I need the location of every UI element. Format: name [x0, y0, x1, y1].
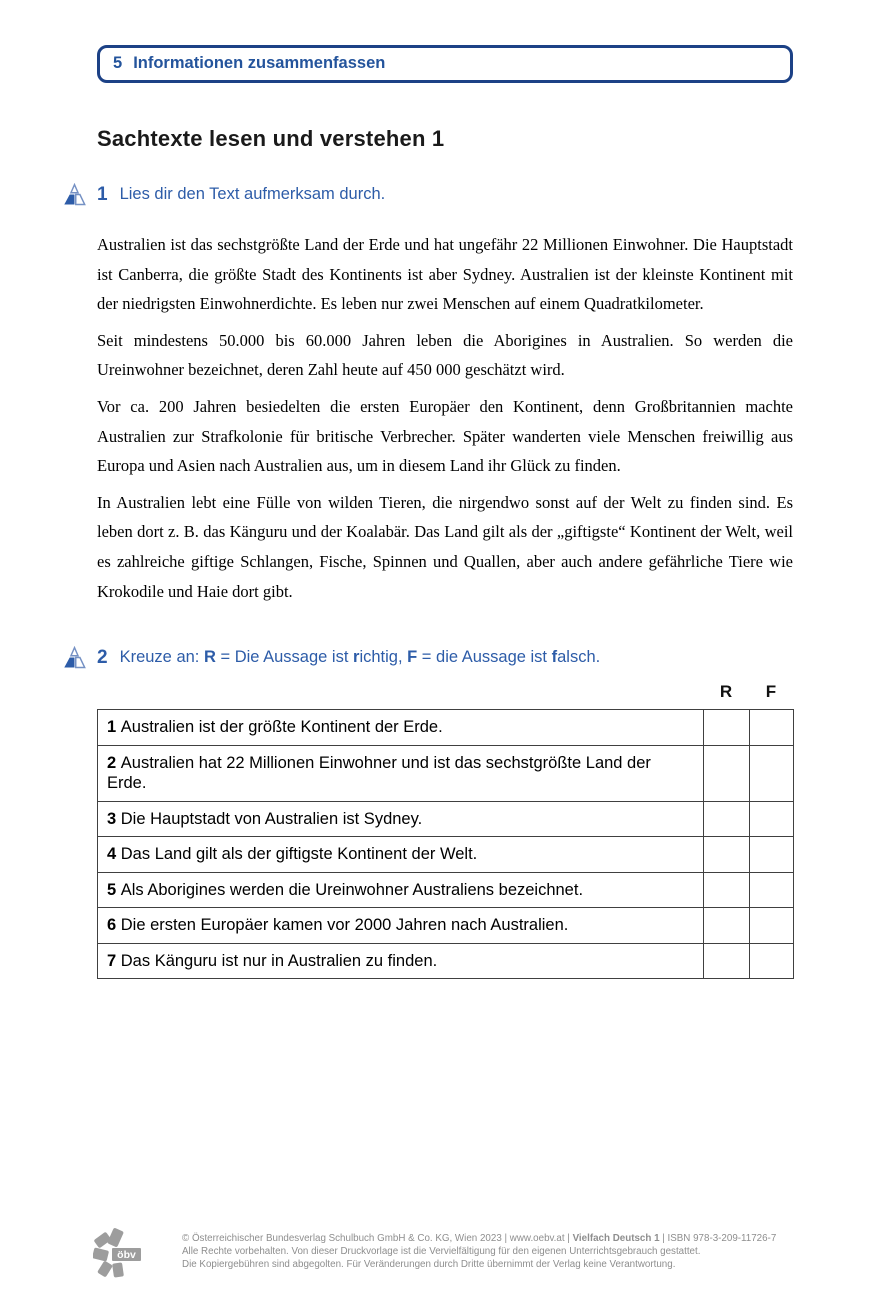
checkbox-f-cell[interactable]	[750, 872, 794, 908]
statement-cell	[98, 710, 704, 746]
difficulty-pyramid-icon	[62, 183, 87, 206]
task-2-number: 2	[97, 646, 108, 668]
checkbox-r-cell[interactable]	[704, 837, 750, 873]
statement-text: Australien ist der größte Kontinent der Erde.	[120, 718, 443, 737]
task-1-instruction: Lies dir den Text aufmerksam durch.	[119, 185, 386, 203]
page-footer	[93, 1232, 776, 1280]
checkbox-f-cell[interactable]	[750, 908, 794, 944]
oebv-logo	[93, 1228, 145, 1280]
checkbox-f-cell[interactable]	[750, 943, 794, 979]
table-row	[98, 908, 794, 944]
statement-number: 3	[107, 809, 121, 828]
chapter-number: 5	[113, 54, 123, 72]
checkbox-r-cell[interactable]	[704, 710, 750, 746]
statement-cell	[98, 908, 704, 944]
statement-cell	[98, 801, 704, 837]
page-title: Sachtexte lesen und verstehen 1	[97, 126, 445, 151]
table-row	[98, 837, 794, 873]
statement-cell	[98, 872, 704, 908]
reading-text	[97, 230, 793, 606]
checkbox-r-cell[interactable]	[704, 745, 750, 801]
statement-text: Als Aborigines werden die Ureinwohner Australiens bezeichnet.	[120, 880, 584, 899]
table-row	[98, 801, 794, 837]
difficulty-pyramid-icon	[62, 646, 87, 669]
checkbox-f-cell[interactable]	[750, 837, 794, 873]
table-row	[98, 745, 794, 801]
column-header-r: R	[719, 682, 733, 702]
statement-number: 4	[107, 845, 121, 864]
statement-cell	[98, 943, 704, 979]
statement-number: 6	[107, 916, 121, 935]
paragraph-4: In Australien lebt eine Fülle von wilden Tieren, die nirgendwo sonst auf der Welt zu finden sind. Es leben dort z. B. das Känguru und der Koalabär. Das Land gilt als der „giftigste“ Kontinent der Welt, weil es zahlreiche giftige Schlangen, Fische, Spinnen und Quallen, aber auch andere gefährliche Tiere wie Krokodile und Haie dort gibt.	[97, 492, 793, 601]
oebv-logo-label: öbv	[117, 1249, 136, 1261]
statement-number: 5	[107, 880, 121, 899]
task-2	[62, 646, 793, 669]
column-header-f: F	[765, 682, 777, 702]
imprint-line-2: Alle Rechte vorbehalten. Von dieser Druckvorlage ist die Vervielfältigung für den eigenen Unterrichtsgebrauch gestattet.	[182, 1246, 701, 1258]
statement-text: Die Hauptstadt von Australien ist Sydney.	[120, 809, 423, 828]
checkbox-r-cell[interactable]	[704, 872, 750, 908]
statement-text: Das Känguru ist nur in Australien zu finden.	[120, 951, 438, 970]
task-1	[62, 183, 793, 206]
statement-number: 1	[107, 718, 121, 737]
checkbox-f-cell[interactable]	[750, 745, 794, 801]
checkbox-r-cell[interactable]	[704, 908, 750, 944]
paragraph-2: Seit mindestens 50.000 bis 60.000 Jahren leben die Aborigines in Australien. So werden die Ureinwohner bezeichnet, deren Zahl heute auf 450 000 geschätzt wird.	[97, 330, 793, 380]
imprint-line-1: © Österreichischer Bundesverlag Schulbuch GmbH & Co. KG, Wien 2023 | www.oebv.at | Vielfach Deutsch 1 | ISBN 978-3-209-11726-7	[182, 1233, 777, 1244]
chapter-title: Informationen zusammenfassen	[133, 54, 386, 72]
statement-text: Die ersten Europäer kamen vor 2000 Jahren nach Australien.	[120, 916, 569, 935]
rf-column-headers	[97, 682, 793, 702]
table-row	[98, 943, 794, 979]
task-1-number: 1	[97, 183, 108, 205]
imprint-text	[182, 1232, 776, 1272]
table-row	[98, 872, 794, 908]
chapter-header-box	[97, 45, 793, 83]
statement-text: Australien hat 22 Millionen Einwohner und ist das sechstgrößte Land der Erde.	[107, 753, 651, 793]
statement-text: Das Land gilt als der giftigste Kontinent der Welt.	[120, 845, 478, 864]
checkbox-f-cell[interactable]	[750, 801, 794, 837]
statement-number: 7	[107, 951, 121, 970]
statement-number: 2	[107, 753, 121, 772]
imprint-line-3: Die Kopiergebühren sind abgegolten. Für Veränderungen durch Dritte übernimmt der Verlag keine Verantwortung.	[182, 1259, 676, 1271]
paragraph-3: Vor ca. 200 Jahren besiedelten die ersten Europäer den Kontinent, denn Großbritannien machte Australien zur Strafkolonie für britische Verbrecher. Später wanderten viele Menschen freiwillig aus Europa und Asien nach Australien aus, um in diesem Land ihr Glück zu finden.	[97, 396, 793, 476]
checkbox-r-cell[interactable]	[704, 943, 750, 979]
checkbox-r-cell[interactable]	[704, 801, 750, 837]
statement-cell	[98, 745, 704, 801]
task-2-instruction: Kreuze an: R = Die Aussage ist richtig, F = die Aussage ist falsch.	[119, 648, 601, 667]
statements-table	[97, 709, 794, 979]
checkbox-f-cell[interactable]	[750, 710, 794, 746]
paragraph-1: Australien ist das sechstgrößte Land der Erde und hat ungefähr 22 Millionen Einwohner. Die Hauptstadt ist Canberra, die größte Stadt des Kontinents ist aber Sydney. Australien ist der kleinste Kontinent mit der niedrigsten Einwohnerdichte. Es leben nur zwei Menschen auf einem Quadratkilometer.	[97, 235, 793, 314]
statement-cell	[98, 837, 704, 873]
table-row	[98, 710, 794, 746]
